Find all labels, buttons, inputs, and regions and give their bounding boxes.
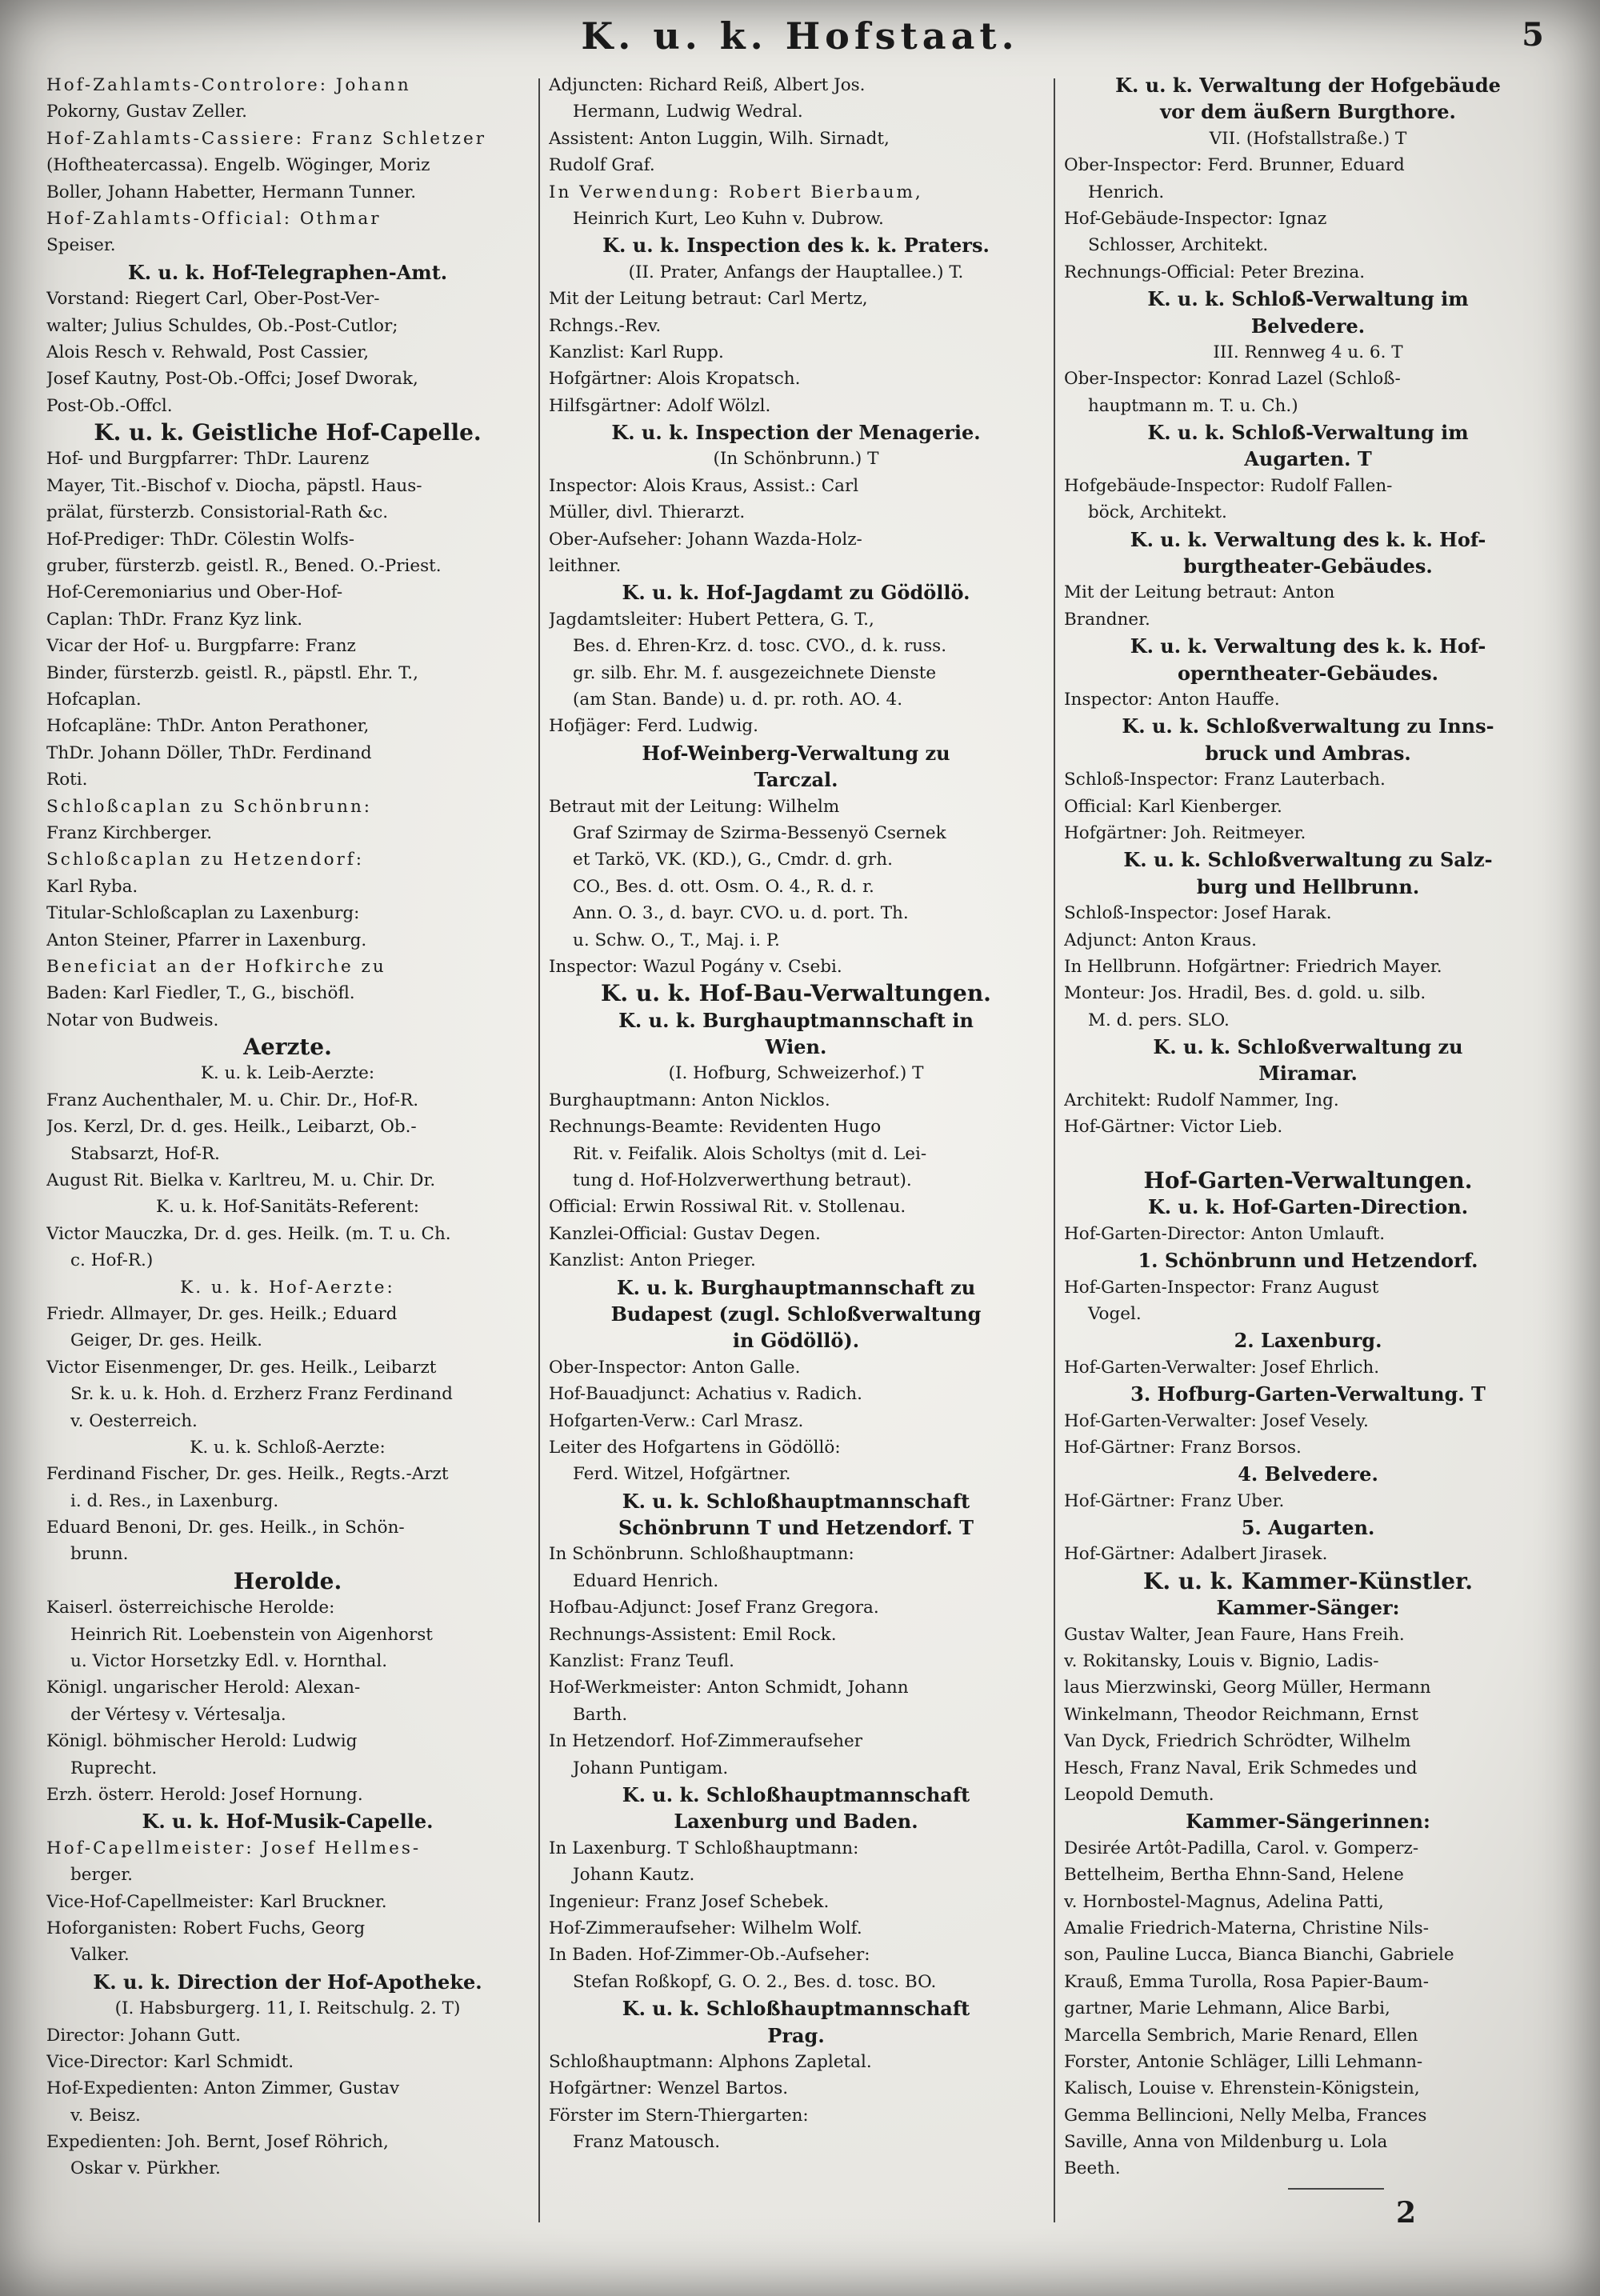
section-heading: K. u. k. Hof-Garten-Direction. — [1147, 1195, 1469, 1219]
text-line: Hof-Gärtner: Victor Lieb. — [1064, 1117, 1283, 1138]
text-line: c. Hof-R.) — [70, 1250, 154, 1271]
section-heading: Kammer-Sängerinnen: — [1186, 1810, 1430, 1834]
text-line: Anton Steiner, Pfarrer in Laxenburg. — [46, 930, 367, 950]
text-line: Pokorny, Gustav Zeller. — [46, 102, 247, 122]
text-line: Kanzlei-Official: Gustav Degen. — [549, 1223, 821, 1244]
text-line: Rudolf Graf. — [549, 155, 655, 176]
text-line: Hof- und Burgpfarrer: ThDr. Laurenz — [46, 449, 370, 470]
text-line: Winkelmann, Theodor Reichmann, Ernst — [1064, 1704, 1419, 1725]
section-heading: K. u. k. Schloßverwaltung zu Salz- — [1123, 848, 1493, 872]
text-line: Alois Resch v. Rehwald, Post Cassier, — [46, 342, 370, 362]
text-line: VII. (Hofstallstraße.) T — [1209, 128, 1407, 149]
section-heading: Hof-Garten-Verwaltungen. — [1143, 1167, 1473, 1194]
text-line: Kalisch, Louise v. Ehrenstein-Königstein, — [1064, 2078, 1420, 2099]
text-line: Hof-Zimmeraufseher: Wilhelm Wolf. — [549, 1918, 862, 1938]
text-line: hauptmann m. T. u. Ch.) — [1088, 395, 1298, 416]
text-line: der Vértesy v. Vértesalja. — [70, 1704, 286, 1725]
text-line: Official: Karl Kienberger. — [1064, 796, 1282, 817]
text-line: Hofgarten-Verw.: Carl Mrasz. — [549, 1410, 804, 1431]
section-heading: K. u. k. Verwaltung des k. k. Hof- — [1130, 527, 1486, 551]
text-line: (I. Hofburg, Schweizerhof.) T — [668, 1063, 924, 1084]
text-line: Johann Kautz. — [573, 1865, 695, 1886]
section-heading: K. u. k. Hof-Musik-Capelle. — [142, 1810, 434, 1834]
section-heading: Belvedere. — [1250, 314, 1366, 338]
text-line: Eduard Henrich. — [573, 1570, 719, 1591]
text-line: Beneficiat an der Hofkirche zu — [46, 956, 386, 977]
text-line: Sr. k. u. k. Hoh. d. Erzherz Franz Ferdinand — [70, 1384, 453, 1405]
text-line: M. d. pers. SLO. — [1088, 1010, 1230, 1030]
text-line: Stabsarzt, Hof-R. — [70, 1143, 220, 1164]
text-line: III. Rennweg 4 u. 6. T — [1213, 342, 1403, 362]
section-heading: burgtheater-Gebäudes. — [1183, 554, 1433, 578]
text-line: (II. Prater, Anfangs der Hauptallee.) T. — [628, 262, 964, 282]
text-line: Hof-Gebäude-Inspector: Ignaz — [1064, 208, 1327, 229]
text-line: August Rit. Bielka v. Karltreu, M. u. Chir. Dr. — [46, 1170, 436, 1191]
text-line: v. Hornbostel-Magnus, Adelina Patti, — [1064, 1891, 1384, 1912]
text-line: Rechnungs-Assistent: Emil Rock. — [549, 1624, 837, 1645]
text-line: Inspector: Alois Kraus, Assist.: Carl — [549, 475, 859, 496]
section-heading: 3. Hofburg-Garten-Verwaltung. T — [1130, 1382, 1486, 1406]
text-line: Graf Szirmay de Szirma-Bessenyö Csernek — [573, 822, 946, 843]
section-heading: Wien. — [765, 1035, 827, 1059]
text-line: Forster, Antonie Schläger, Lilli Lehmann- — [1064, 2051, 1423, 2072]
text-line: Gemma Bellincioni, Nelly Melba, Frances — [1064, 2105, 1427, 2126]
text-line: Hof-Garten-Verwalter: Josef Ehrlich. — [1064, 1357, 1380, 1378]
text-line: gruber, fürsterzb. geistl. R., Bened. O.-Priest. — [46, 556, 442, 577]
text-line: et Tarkö, VK. (KD.), G., Cmdr. d. grh. — [573, 850, 893, 870]
section-heading: K. u. k. Schloß-Verwaltung im — [1147, 287, 1469, 311]
section-heading: Laxenburg und Baden. — [674, 1810, 918, 1834]
text-line: Schlosser, Architekt. — [1088, 235, 1269, 256]
text-line: Bettelheim, Bertha Ehnn-Sand, Helene — [1064, 1865, 1404, 1886]
text-line: K. u. k. Schloß-Aerzte: — [190, 1437, 386, 1458]
text-line: Erzh. österr. Herold: Josef Hornung. — [46, 1785, 363, 1805]
section-heading: Miramar. — [1258, 1062, 1358, 1086]
section-heading: K. u. k. Inspection des k. k. Praters. — [602, 234, 990, 258]
text-line: Schloß-Inspector: Franz Lauterbach. — [1064, 770, 1386, 790]
text-line: u. Victor Horsetzky Edl. v. Hornthal. — [70, 1651, 388, 1672]
section-heading: K. u. k. Verwaltung des k. k. Hof- — [1130, 634, 1486, 658]
section-heading: K. u. k. Hof-Telegraphen-Amt. — [127, 260, 448, 284]
text-line: v. Rokitansky, Louis v. Bignio, Ladis- — [1064, 1651, 1379, 1672]
text-line: Official: Erwin Rossiwal Rit. v. Stollenau. — [549, 1197, 906, 1218]
section-heading: bruck und Ambras. — [1205, 741, 1411, 765]
text-line: Kanzlist: Karl Rupp. — [549, 342, 724, 362]
text-line: Kanzlist: Franz Teufl. — [549, 1651, 734, 1672]
section-heading: K. u. k. Schloßhauptmannschaft — [622, 1489, 970, 1513]
text-line: CO., Bes. d. ott. Osm. O. 4., R. d. r. — [573, 876, 874, 897]
text-line: brunn. — [70, 1544, 129, 1565]
text-line: Adjuncten: Richard Reiß, Albert Jos. — [549, 75, 866, 95]
text-line: Hofgärtner: Alois Kropatsch. — [549, 369, 801, 390]
text-line: (I. Habsburgerg. 11, I. Reitschulg. 2. T) — [114, 1998, 461, 2019]
text-line: Hof-Zahlamts-Cassiere: Franz Schletzer — [46, 128, 486, 149]
text-line: leithner. — [549, 556, 622, 577]
text-line: Eduard Benoni, Dr. ges. Heilk., in Schön- — [46, 1518, 405, 1538]
text-line: Hof-Ceremoniarius und Ober-Hof- — [46, 582, 343, 603]
text-line: Hilfsgärtner: Adolf Wölzl. — [549, 395, 771, 416]
text-line: Rechnungs-Beamte: Revidenten Hugo — [549, 1117, 882, 1138]
text-line: Henrich. — [1088, 182, 1165, 202]
text-line: Franz Kirchberger. — [46, 822, 213, 843]
text-line: Mit der Leitung betraut: Carl Mertz, — [549, 289, 868, 310]
text-line: laus Mierzwinski, Georg Müller, Hermann — [1064, 1678, 1431, 1698]
section-heading: vor dem äußern Burgthore. — [1160, 100, 1456, 124]
section-heading: K. u. k. Schloßhauptmannschaft — [622, 1997, 970, 2021]
text-line: Vorstand: Riegert Carl, Ober-Post-Ver- — [46, 289, 380, 310]
text-line: Leiter des Hofgartens in Gödöllö: — [549, 1437, 841, 1458]
text-line: Schloß-Inspector: Josef Harak. — [1064, 903, 1332, 924]
text-line: Vice-Hof-Capellmeister: Karl Bruckner. — [46, 1891, 387, 1912]
text-line: Victor Eisenmenger, Dr. ges. Heilk., Leibarzt — [46, 1357, 437, 1378]
text-line: Ober-Inspector: Ferd. Brunner, Eduard — [1064, 155, 1405, 176]
text-line: Franz Matousch. — [573, 2132, 721, 2153]
text-line: In Verwendung: Robert Bierbaum, — [549, 182, 923, 202]
text-line: Burghauptmann: Anton Nicklos. — [549, 1090, 830, 1110]
section-heading: Prag. — [767, 2023, 825, 2047]
text-line: Schloßhauptmann: Alphons Zapletal. — [549, 2051, 872, 2072]
section-heading: operntheater-Gebäudes. — [1178, 661, 1438, 685]
section-heading: K. u. k. Schloßverwaltung zu Inns- — [1122, 714, 1494, 738]
text-line: Brandner. — [1064, 609, 1150, 630]
text-line: Schloßcaplan zu Hetzendorf: — [46, 850, 365, 870]
text-line — [1064, 1141, 1552, 1167]
text-line: Hof-Zahlamts-Controlore: Johann — [46, 75, 411, 95]
text-line: Boller, Johann Habetter, Hermann Tunner. — [46, 182, 417, 202]
text-columns — [46, 72, 1552, 2248]
text-line: walter; Julius Schuldes, Ob.-Post-Cutlor; — [46, 315, 398, 336]
text-line: Vice-Director: Karl Schmidt. — [46, 2051, 294, 2072]
text-line: Friedr. Allmayer, Dr. ges. Heilk.; Eduard — [46, 1303, 398, 1324]
text-line: tung d. Hof-Holzverwerthung betraut). — [573, 1170, 912, 1191]
section-heading: Schönbrunn T und Hetzendorf. T — [618, 1516, 974, 1540]
section-heading: K. u. k. Kammer-Künstler. — [1142, 1567, 1473, 1594]
page-title: K. u. k. Hofstaat. — [581, 14, 1019, 58]
text-line: son, Pauline Lucca, Bianca Bianchi, Gabriele — [1064, 1945, 1454, 1966]
text-line: Förster im Stern-Thiergarten: — [549, 2105, 809, 2126]
text-line: Valker. — [70, 1945, 130, 1966]
text-line: Adjunct: Anton Kraus. — [1064, 930, 1257, 950]
section-heading: 2. Laxenburg. — [1234, 1329, 1382, 1353]
section-heading: 5. Augarten. — [1241, 1516, 1375, 1540]
text-line: Geiger, Dr. ges. Heilk. — [70, 1330, 262, 1351]
section-heading: K. u. k. Hof-Jagdamt zu Gödöllö. — [622, 581, 970, 605]
text-line: Marcella Sembrich, Marie Renard, Ellen — [1064, 2025, 1418, 2046]
text-line: (Hoftheatercassa). Engelb. Wöginger, Moriz — [46, 155, 430, 176]
text-line: Franz Auchenthaler, M. u. Chir. Dr., Hof-R. — [46, 1090, 419, 1110]
section-heading: K. u. k. Schloß-Verwaltung im — [1147, 421, 1469, 445]
section-heading: Tarczal. — [754, 768, 838, 792]
text-line: Ingenieur: Franz Josef Schebek. — [549, 1891, 830, 1912]
text-line: Inspector: Anton Hauffe. — [1064, 689, 1280, 710]
text-line: Rit. v. Feifalik. Alois Scholtys (mit d. Lei- — [573, 1143, 927, 1164]
text-line: Hof-Garten-Inspector: Franz August — [1064, 1277, 1379, 1298]
text-line: (In Schönbrunn.) T — [713, 449, 879, 470]
text-line: Heinrich Rit. Loebenstein von Aigenhorst — [70, 1624, 433, 1645]
text-line: Titular-Schloßcaplan zu Laxenburg: — [46, 903, 360, 924]
text-line: Ober-Inspector: Anton Galle. — [549, 1357, 801, 1378]
text-line: Ober-Aufseher: Johann Wazda-Holz- — [549, 529, 862, 550]
text-line: Hof-Werkmeister: Anton Schmidt, Johann — [549, 1678, 909, 1698]
text-line: Baden: Karl Fiedler, T., G., bischöfl. — [46, 983, 355, 1004]
text-line: Roti. — [46, 770, 88, 790]
text-line: Rechnungs-Official: Peter Brezina. — [1064, 262, 1366, 282]
section-heading: K. u. k. Verwaltung der Hofgebäude — [1115, 74, 1501, 97]
text-line: Hofjäger: Ferd. Ludwig. — [549, 716, 758, 737]
text-line: In Laxenburg. T Schloßhauptmann: — [549, 1838, 859, 1858]
text-line: Caplan: ThDr. Franz Kyz link. — [46, 609, 303, 630]
text-line: Jos. Kerzl, Dr. d. ges. Heilk., Leibarzt, Ob.- — [46, 1117, 417, 1138]
text-line: Hof-Gärtner: Franz Borsos. — [1064, 1437, 1302, 1458]
text-line: Vogel. — [1088, 1303, 1142, 1324]
text-line: In Schönbrunn. Schloßhauptmann: — [549, 1544, 854, 1565]
column-divider — [538, 78, 540, 2222]
text-line: Betraut mit der Leitung: Wilhelm — [549, 796, 840, 817]
text-line: Hoforganisten: Robert Fuchs, Georg — [46, 1918, 366, 1938]
text-line: Hof-Garten-Director: Anton Umlauft. — [1064, 1223, 1386, 1244]
text-line: prälat, fürsterzb. Consistorial-Rath &c. — [46, 502, 389, 523]
text-line: Ferdinand Fischer, Dr. ges. Heilk., Regts.-Arzt — [46, 1464, 449, 1485]
section-heading: Herolde. — [233, 1567, 342, 1594]
text-line: Oskar v. Pürkher. — [70, 2158, 221, 2179]
text-line: Jagdamtsleiter: Hubert Pettera, G. T., — [549, 609, 874, 630]
section-heading: K. u. k. Inspection der Menagerie. — [611, 421, 981, 445]
section-heading: K. u. k. Schloßhauptmannschaft — [622, 1783, 970, 1806]
text-line: Ferd. Witzel, Hofgärtner. — [573, 1464, 791, 1485]
text-line: gr. silb. Ehr. M. f. ausgezeichnete Dienste — [573, 662, 937, 683]
text-line: Hof-Prediger: ThDr. Cölestin Wolfs- — [46, 529, 355, 550]
text-line: Inspector: Wazul Pogány v. Csebi. — [549, 956, 842, 977]
section-heading: Augarten. T — [1244, 447, 1372, 471]
text-line: Hof-Gärtner: Adalbert Jirasek. — [1064, 1544, 1328, 1565]
text-line: v. Beisz. — [70, 2105, 141, 2126]
text-line: Expedienten: Joh. Bernt, Josef Röhrich, — [46, 2132, 389, 2153]
text-line: Vicar der Hof- u. Burgpfarre: Franz — [46, 636, 356, 657]
text-line: u. Schw. O., T., Maj. i. P. — [573, 930, 780, 950]
text-line: Van Dyck, Friedrich Schrödter, Wilhelm — [1064, 1731, 1411, 1752]
text-line: Hofgebäude-Inspector: Rudolf Fallen- — [1064, 475, 1393, 496]
text-line: Assistent: Anton Luggin, Wilh. Sirnadt, — [549, 128, 890, 149]
text-line: Hof-Expedienten: Anton Zimmer, Gustav — [46, 2078, 400, 2099]
section-heading: K. u. k. Direction der Hof-Apotheke. — [93, 1970, 482, 1994]
section-heading: Hof-Weinberg-Verwaltung zu — [642, 741, 950, 765]
text-line: Director: Johann Gutt. — [46, 2025, 241, 2046]
section-heading: K. u. k. Geistliche Hof-Capelle. — [94, 419, 482, 446]
text-line: Königl. böhmischer Herold: Ludwig — [46, 1731, 358, 1752]
text-line: Amalie Friedrich-Materna, Christine Nils- — [1064, 1918, 1429, 1938]
text-line: Josef Kautny, Post-Ob.-Offci; Josef Dworak, — [46, 369, 418, 390]
section-heading: K. u. k. Burghauptmannschaft in — [618, 1008, 974, 1032]
text-line: Hof-Garten-Verwalter: Josef Vesely. — [1064, 1410, 1369, 1431]
section-heading: Aerzte. — [243, 1034, 332, 1061]
text-line: In Baden. Hof-Zimmer-Ob.-Aufseher: — [549, 1945, 870, 1966]
text-line: Architekt: Rudolf Nammer, Ing. — [1064, 1090, 1339, 1110]
text-line: ThDr. Johann Döller, ThDr. Ferdinand — [46, 742, 372, 763]
text-line: Kaiserl. österreichische Herolde: — [46, 1598, 335, 1618]
section-heading: 1. Schönbrunn und Hetzendorf. — [1138, 1249, 1478, 1273]
text-line: Heinrich Kurt, Leo Kuhn v. Dubrow. — [573, 208, 884, 229]
text-line: Beeth. — [1064, 2158, 1121, 2179]
section-heading: burg und Hellbrunn. — [1196, 874, 1420, 898]
text-line: Hofbau-Adjunct: Josef Franz Gregora. — [549, 1598, 879, 1618]
text-line: Mit der Leitung betraut: Anton — [1064, 582, 1335, 603]
signature-mark: 2 — [1396, 2196, 1417, 2230]
text-line: Müller, divl. Thierarzt. — [549, 502, 746, 523]
text-line: Gustav Walter, Jean Faure, Hans Freih. — [1064, 1624, 1405, 1645]
text-line: Hofgärtner: Wenzel Bartos. — [549, 2078, 789, 2099]
text-line: Victor Mauczka, Dr. d. ges. Heilk. (m. T. u. Ch. — [46, 1223, 451, 1244]
section-heading: K. u. k. Burghauptmannschaft zu — [616, 1275, 976, 1299]
text-line: Hof-Capellmeister: Josef Hellmes- — [46, 1838, 422, 1858]
column-middle — [549, 72, 1043, 2248]
text-line: Leopold Demuth. — [1064, 1785, 1214, 1805]
text-line: Post-Ob.-Offcl. — [46, 395, 173, 416]
text-line: Speiser. — [46, 235, 116, 256]
text-line: Ruprecht. — [70, 1758, 158, 1778]
text-line: Hofgärtner: Joh. Reitmeyer. — [1064, 822, 1306, 843]
text-line: v. Oesterreich. — [70, 1410, 198, 1431]
column-divider — [1054, 78, 1055, 2222]
text-line: Hesch, Franz Naval, Erik Schmedes und — [1064, 1758, 1418, 1778]
column-left — [46, 72, 529, 2248]
text-line: Krauß, Emma Turolla, Rosa Papier-Baum- — [1064, 1971, 1429, 1992]
section-heading: K. u. k. Hof-Bau-Verwaltungen. — [601, 980, 991, 1007]
text-line: (am Stan. Bande) u. d. pr. roth. AO. 4. — [573, 689, 903, 710]
text-line: Barth. — [573, 1704, 628, 1725]
text-line: Johann Puntigam. — [573, 1758, 729, 1778]
text-line: Hermann, Ludwig Wedral. — [573, 102, 803, 122]
text-line: Monteur: Jos. Hradil, Bes. d. gold. u. silb. — [1064, 983, 1426, 1004]
text-line: gartner, Marie Lehmann, Alice Barbi, — [1064, 1998, 1390, 2019]
text-line: Schloßcaplan zu Schönbrunn: — [46, 796, 373, 817]
text-line: Ober-Inspector: Konrad Lazel (Schloß- — [1064, 369, 1401, 390]
text-line: Saville, Anna von Mildenburg u. Lola — [1064, 2132, 1388, 2153]
text-line: In Hetzendorf. Hof-Zimmeraufseher — [549, 1731, 862, 1752]
page-number: 5 — [1522, 16, 1544, 54]
text-line: K. u. k. Leib-Aerzte: — [200, 1063, 375, 1084]
column-right — [1064, 72, 1552, 2248]
text-line: Mayer, Tit.-Bischof v. Diocha, päpstl. Haus- — [46, 475, 422, 496]
text-line: Desirée Artôt-Padilla, Carol. v. Gomperz- — [1064, 1838, 1419, 1858]
text-line: K. u. k. Hof-Aerzte: — [180, 1277, 395, 1298]
text-line: Hofcapläne: ThDr. Anton Perathoner, — [46, 716, 370, 737]
text-line: Karl Ryba. — [46, 876, 138, 897]
text-line: Stefan Roßkopf, G. O. 2., Bes. d. tosc. BO. — [573, 1971, 937, 1992]
text-line: Notar von Budweis. — [46, 1010, 219, 1030]
text-line: Hof-Zahlamts-Official: Othmar — [46, 208, 382, 229]
section-heading: K. u. k. Schloßverwaltung zu — [1153, 1035, 1463, 1059]
text-line: Kanzlist: Anton Prieger. — [549, 1250, 756, 1271]
footer-divider — [1288, 2188, 1384, 2190]
text-line: Hof-Bauadjunct: Achatius v. Radich. — [549, 1384, 862, 1405]
text-line: berger. — [70, 1865, 134, 1886]
section-heading: Budapest (zugl. Schloßverwaltung — [610, 1302, 982, 1326]
text-line: Bes. d. Ehren-Krz. d. tosc. CVO., d. k. russ. — [573, 636, 947, 657]
text-line: Binder, fürsterzb. geistl. R., päpstl. Ehr. T., — [46, 662, 418, 683]
text-line: böck, Architekt. — [1088, 502, 1227, 523]
section-heading: in Gödöllö). — [732, 1329, 860, 1353]
text-line: In Hellbrunn. Hofgärtner: Friedrich Mayer. — [1064, 956, 1442, 977]
text-line: i. d. Res., in Laxenburg. — [70, 1490, 279, 1511]
page-header — [48, 14, 1552, 62]
text-line: Königl. ungarischer Herold: Alexan- — [46, 1678, 361, 1698]
text-line: Hofcaplan. — [46, 689, 142, 710]
text-line: Hof-Gärtner: Franz Uber. — [1064, 1490, 1285, 1511]
text-line: K. u. k. Hof-Sanitäts-Referent: — [155, 1197, 420, 1218]
section-heading: Kammer-Sänger: — [1216, 1596, 1400, 1620]
text-line: Ann. O. 3., d. bayr. CVO. u. d. port. Th. — [573, 903, 909, 924]
text-line: Rchngs.-Rev. — [549, 315, 662, 336]
section-heading: 4. Belvedere. — [1238, 1462, 1378, 1486]
